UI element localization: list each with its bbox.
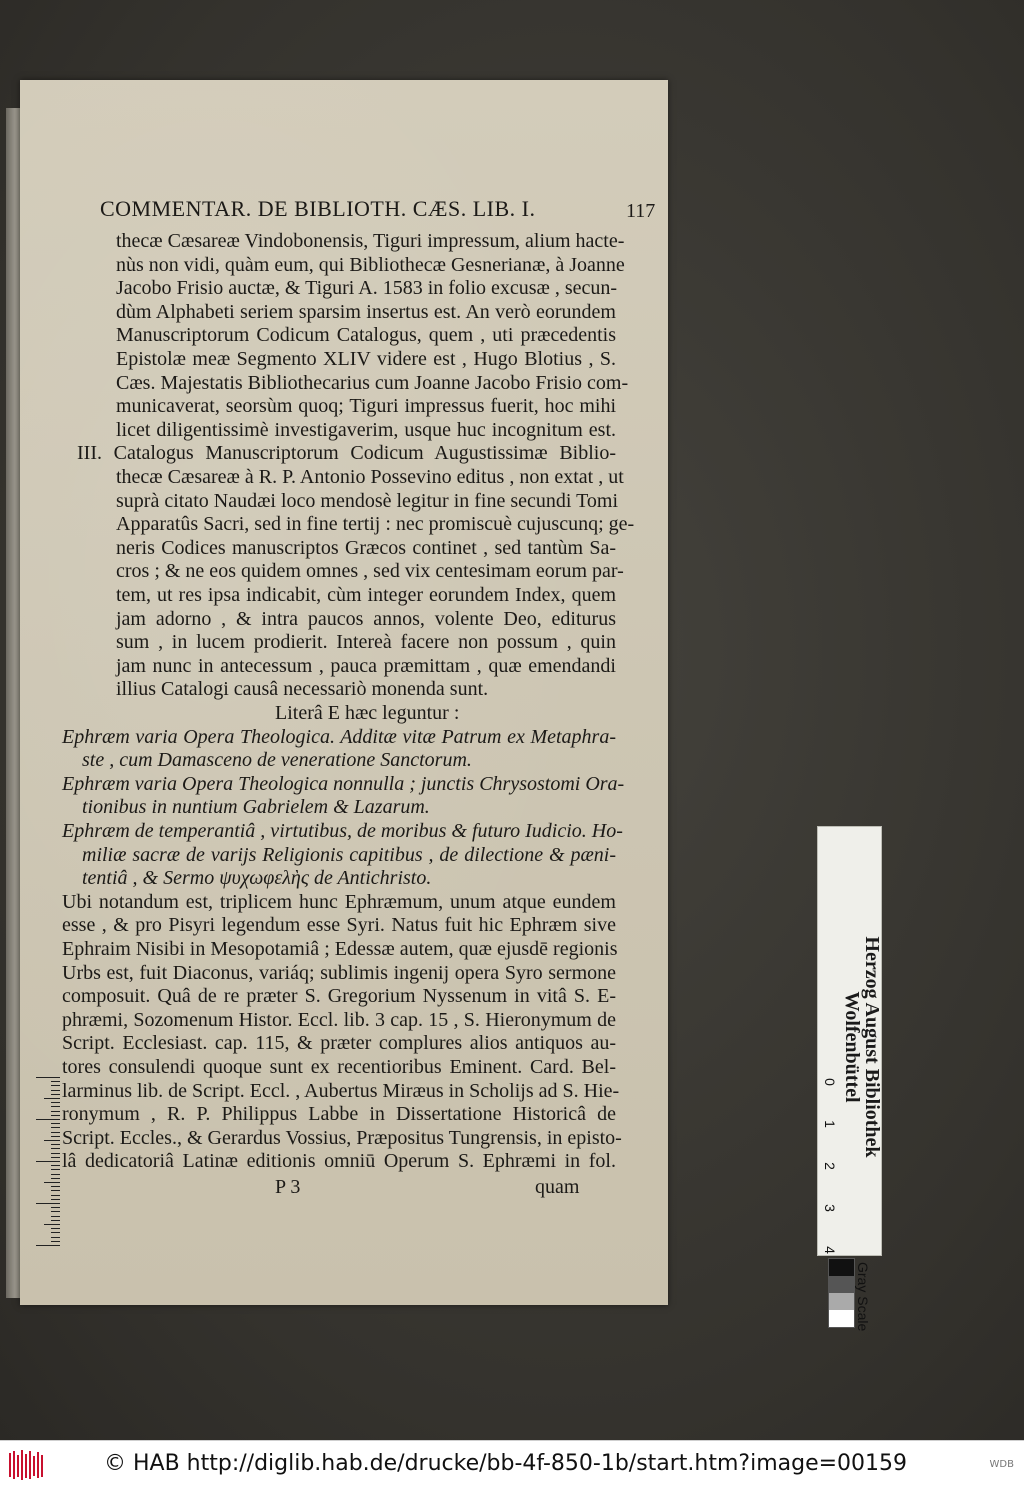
ruler-tick bbox=[51, 1132, 60, 1133]
ruler-line-2: Wolfenbüttel bbox=[841, 991, 863, 1103]
text-line: thecæ Cæsareæ à R. P. Antonio Possevino editus , non extat , ut bbox=[116, 466, 624, 488]
ruler-ticks bbox=[30, 1077, 60, 1252]
ruler-tick bbox=[51, 1195, 60, 1196]
ruler-tick bbox=[44, 1224, 60, 1225]
ruler-tick bbox=[51, 1115, 60, 1116]
footer-mark: WDB bbox=[989, 1459, 1014, 1470]
ruler-tick bbox=[51, 1085, 60, 1086]
ruler-number: 3 bbox=[821, 1204, 838, 1212]
ruler-tick bbox=[51, 1178, 60, 1179]
text-line: tem, ut res ipsa indicabit, cùm integer eorundem Index, quem bbox=[116, 584, 616, 606]
ruler-tick bbox=[51, 1094, 60, 1095]
text-line: Ephræm varia Opera Theologica nonnulla ; junctis Chrysostomi Ora- bbox=[62, 772, 625, 795]
text-line: cros ; & ne eos quidem omnes , sed vix centesimam eorum par- bbox=[116, 560, 624, 583]
ruler-tick bbox=[44, 1140, 60, 1141]
ruler-tick bbox=[51, 1090, 60, 1091]
text-line: Jacobo Frisio auctæ, & Tiguri A. 1583 in folio excusæ , secun- bbox=[116, 277, 618, 300]
ruler-tick bbox=[51, 1111, 60, 1112]
text-line: nùs non vidi, quàm eum, qui Bibliothecæ Gesnerianæ, à Joanne bbox=[116, 253, 625, 276]
ruler-tick bbox=[51, 1207, 60, 1208]
text-line: municaverat, seorsùm quoq; Tiguri impressus fuerit, hoc mihi bbox=[116, 395, 616, 418]
ruler-tick bbox=[51, 1190, 60, 1191]
ruler-line-1: Herzog August Bibliothek bbox=[861, 936, 883, 1158]
ruler-number: 1 bbox=[821, 1120, 838, 1128]
text-line: licet diligentissimè investigaverim, usque huc incognitum est. bbox=[116, 418, 616, 441]
text-line: Script. Ecclesiast. cap. 115, & præter complures alios antiquos au- bbox=[62, 1032, 616, 1055]
text-line: Epistolæ meæ Segmento XLIV videre est , Hugo Blotius , S. bbox=[116, 348, 616, 370]
ruler-tick bbox=[51, 1169, 60, 1170]
ruler-tick bbox=[36, 1119, 60, 1120]
text-line: lâ dedicatoriâ Latinæ editionis omniū Operum S. Ephræmi in fol. bbox=[62, 1150, 616, 1173]
text-line: phræmi, Sozomenum Histor. Eccl. lib. 3 cap. 15 , S. Hieronymum de bbox=[62, 1008, 616, 1031]
text-line: tentiâ , & Sermo ψυχωφελὴς de Antichristo. bbox=[82, 867, 432, 890]
text-line: suprà citato Naudæi loco mendosè legitur in fine secundi Tomi bbox=[116, 489, 619, 512]
text-line: Ephræm de temperantiâ , virtutibus, de moribus & futuro Iudicio. Ho- bbox=[62, 820, 623, 842]
ruler-tick bbox=[51, 1157, 60, 1158]
ruler-tick bbox=[51, 1148, 60, 1149]
ruler-tick bbox=[51, 1241, 60, 1242]
text-line: larminus lib. de Script. Eccl. , Aubertus Miræus in Scholijs ad S. Hie- bbox=[62, 1079, 620, 1102]
ruler-tick bbox=[51, 1211, 60, 1212]
text-line: Manuscriptorum Codicum Catalogus, quem , uti præcedentis bbox=[116, 324, 616, 347]
ruler-number: 2 bbox=[821, 1162, 838, 1170]
ruler-number: 4 bbox=[821, 1246, 838, 1254]
text-line: neris Codices manuscriptos Græcos continet , sed tantùm Sa- bbox=[116, 536, 616, 559]
ruler-tick bbox=[44, 1098, 60, 1099]
catchword: quam bbox=[535, 1176, 580, 1198]
text-line: jam adorno , & intra paucos annos, volente Deo, editurus bbox=[116, 607, 616, 630]
ruler-tick bbox=[36, 1245, 60, 1246]
ruler-tick bbox=[51, 1136, 60, 1137]
signature-mark: P 3 bbox=[275, 1176, 301, 1198]
text-line: dùm Alphabeti seriem sparsim insertus est. An verò eorundem bbox=[116, 300, 616, 323]
text-line: Literâ E hæc leguntur : bbox=[275, 702, 460, 724]
scale-ruler bbox=[817, 826, 882, 1256]
text-line: ste , cum Damasceno de veneratione Sanctorum. bbox=[82, 749, 472, 772]
text-line: Ephraim Nisibi in Mesopotamiâ ; Edessæ autem, quæ ejusdē regionis bbox=[62, 938, 618, 960]
text-line: jam nunc in antecessum , pauca præmittam , quæ emendandi bbox=[116, 654, 616, 677]
text-line: esse , & pro Pisyri legendum esse Syri. Natus fuit hic Ephræm sive bbox=[62, 914, 616, 937]
text-line: Ephræm varia Opera Theologica. Additæ vitæ Patrum ex Metaphra- bbox=[62, 725, 616, 748]
text-line: Script. Eccles., & Gerardus Vossius, Præpositus Tungrensis, in episto- bbox=[62, 1126, 622, 1149]
ruler-tick bbox=[51, 1186, 60, 1187]
book-page bbox=[20, 80, 668, 1305]
ruler-tick bbox=[44, 1182, 60, 1183]
running-header: COMMENTAR. DE BIBLIOTH. CÆS. LIB. I. bbox=[100, 196, 536, 221]
ruler-institution bbox=[842, 857, 882, 1237]
ruler-tick bbox=[51, 1081, 60, 1082]
text-line: Apparatûs Sacri, sed in fine tertij : nec promiscuè cujuscunq; ge- bbox=[116, 513, 635, 536]
gray-scale-patch bbox=[828, 1258, 855, 1328]
text-line: Ubi notandum est, triplicem hunc Ephræmum, unum atque eundem bbox=[62, 890, 616, 913]
ruler-tick bbox=[51, 1123, 60, 1124]
ruler-tick bbox=[51, 1220, 60, 1221]
gray-scale-label: Gray Scale bbox=[855, 1262, 871, 1332]
hab-logo-icon bbox=[8, 1449, 44, 1481]
ruler-tick bbox=[51, 1102, 60, 1103]
text-line: thecæ Cæsareæ Vindobonensis, Tiguri impressum, alium hacte- bbox=[116, 230, 625, 252]
text-line: Urbs est, fuit Diaconus, variáq; sublimis ingenij opera Syro sermone bbox=[62, 961, 616, 984]
ruler-tick bbox=[51, 1199, 60, 1200]
text-line: miliæ sacræ de varijs Religionis capitibus , de dilectione & pæni- bbox=[82, 843, 616, 866]
text-line: composuit. Quâ de re præter S. Gregorium Nyssenum in vitâ S. E- bbox=[62, 985, 616, 1008]
text-line: tionibus in nuntium Gabrielem & Lazarum. bbox=[82, 796, 430, 819]
text-line: tores consulendi quoque sunt ex recentioribus Eminent. Card. Bel- bbox=[62, 1056, 616, 1078]
ruler-tick bbox=[51, 1106, 60, 1107]
ruler-tick bbox=[36, 1203, 60, 1204]
ruler-tick bbox=[36, 1161, 60, 1162]
footer-bar bbox=[0, 1440, 1024, 1489]
text-line: Cæs. Majestatis Bibliothecarius cum Joanne Jacobo Frisio com- bbox=[116, 371, 629, 394]
ruler-tick bbox=[51, 1237, 60, 1238]
footer-copyright-url[interactable]: © HAB http://diglib.hab.de/drucke/bb-4f-850-1b/start.htm?image=00159 bbox=[104, 1451, 908, 1476]
page-number: 117 bbox=[626, 200, 656, 222]
ruler-tick bbox=[51, 1216, 60, 1217]
ruler-tick bbox=[51, 1232, 60, 1233]
ruler-tick bbox=[51, 1174, 60, 1175]
ruler-tick bbox=[51, 1165, 60, 1166]
ruler-tick bbox=[51, 1228, 60, 1229]
text-line: III. Catalogus Manuscriptorum Codicum Augustissimæ Biblio- bbox=[77, 442, 616, 465]
text-line: sum , in lucem prodierit. Intereà facere non possum , quin bbox=[116, 631, 616, 654]
ruler-tick bbox=[51, 1144, 60, 1145]
text-line: ronymum , R. P. Philippus Labbe in Dissertatione Historicâ de bbox=[62, 1103, 616, 1126]
ruler-tick bbox=[36, 1077, 60, 1078]
ruler-number: 0 bbox=[821, 1078, 838, 1086]
ruler-tick bbox=[51, 1127, 60, 1128]
ruler-tick bbox=[51, 1153, 60, 1154]
text-line: illius Catalogi causâ necessariò monenda sunt. bbox=[116, 678, 489, 701]
